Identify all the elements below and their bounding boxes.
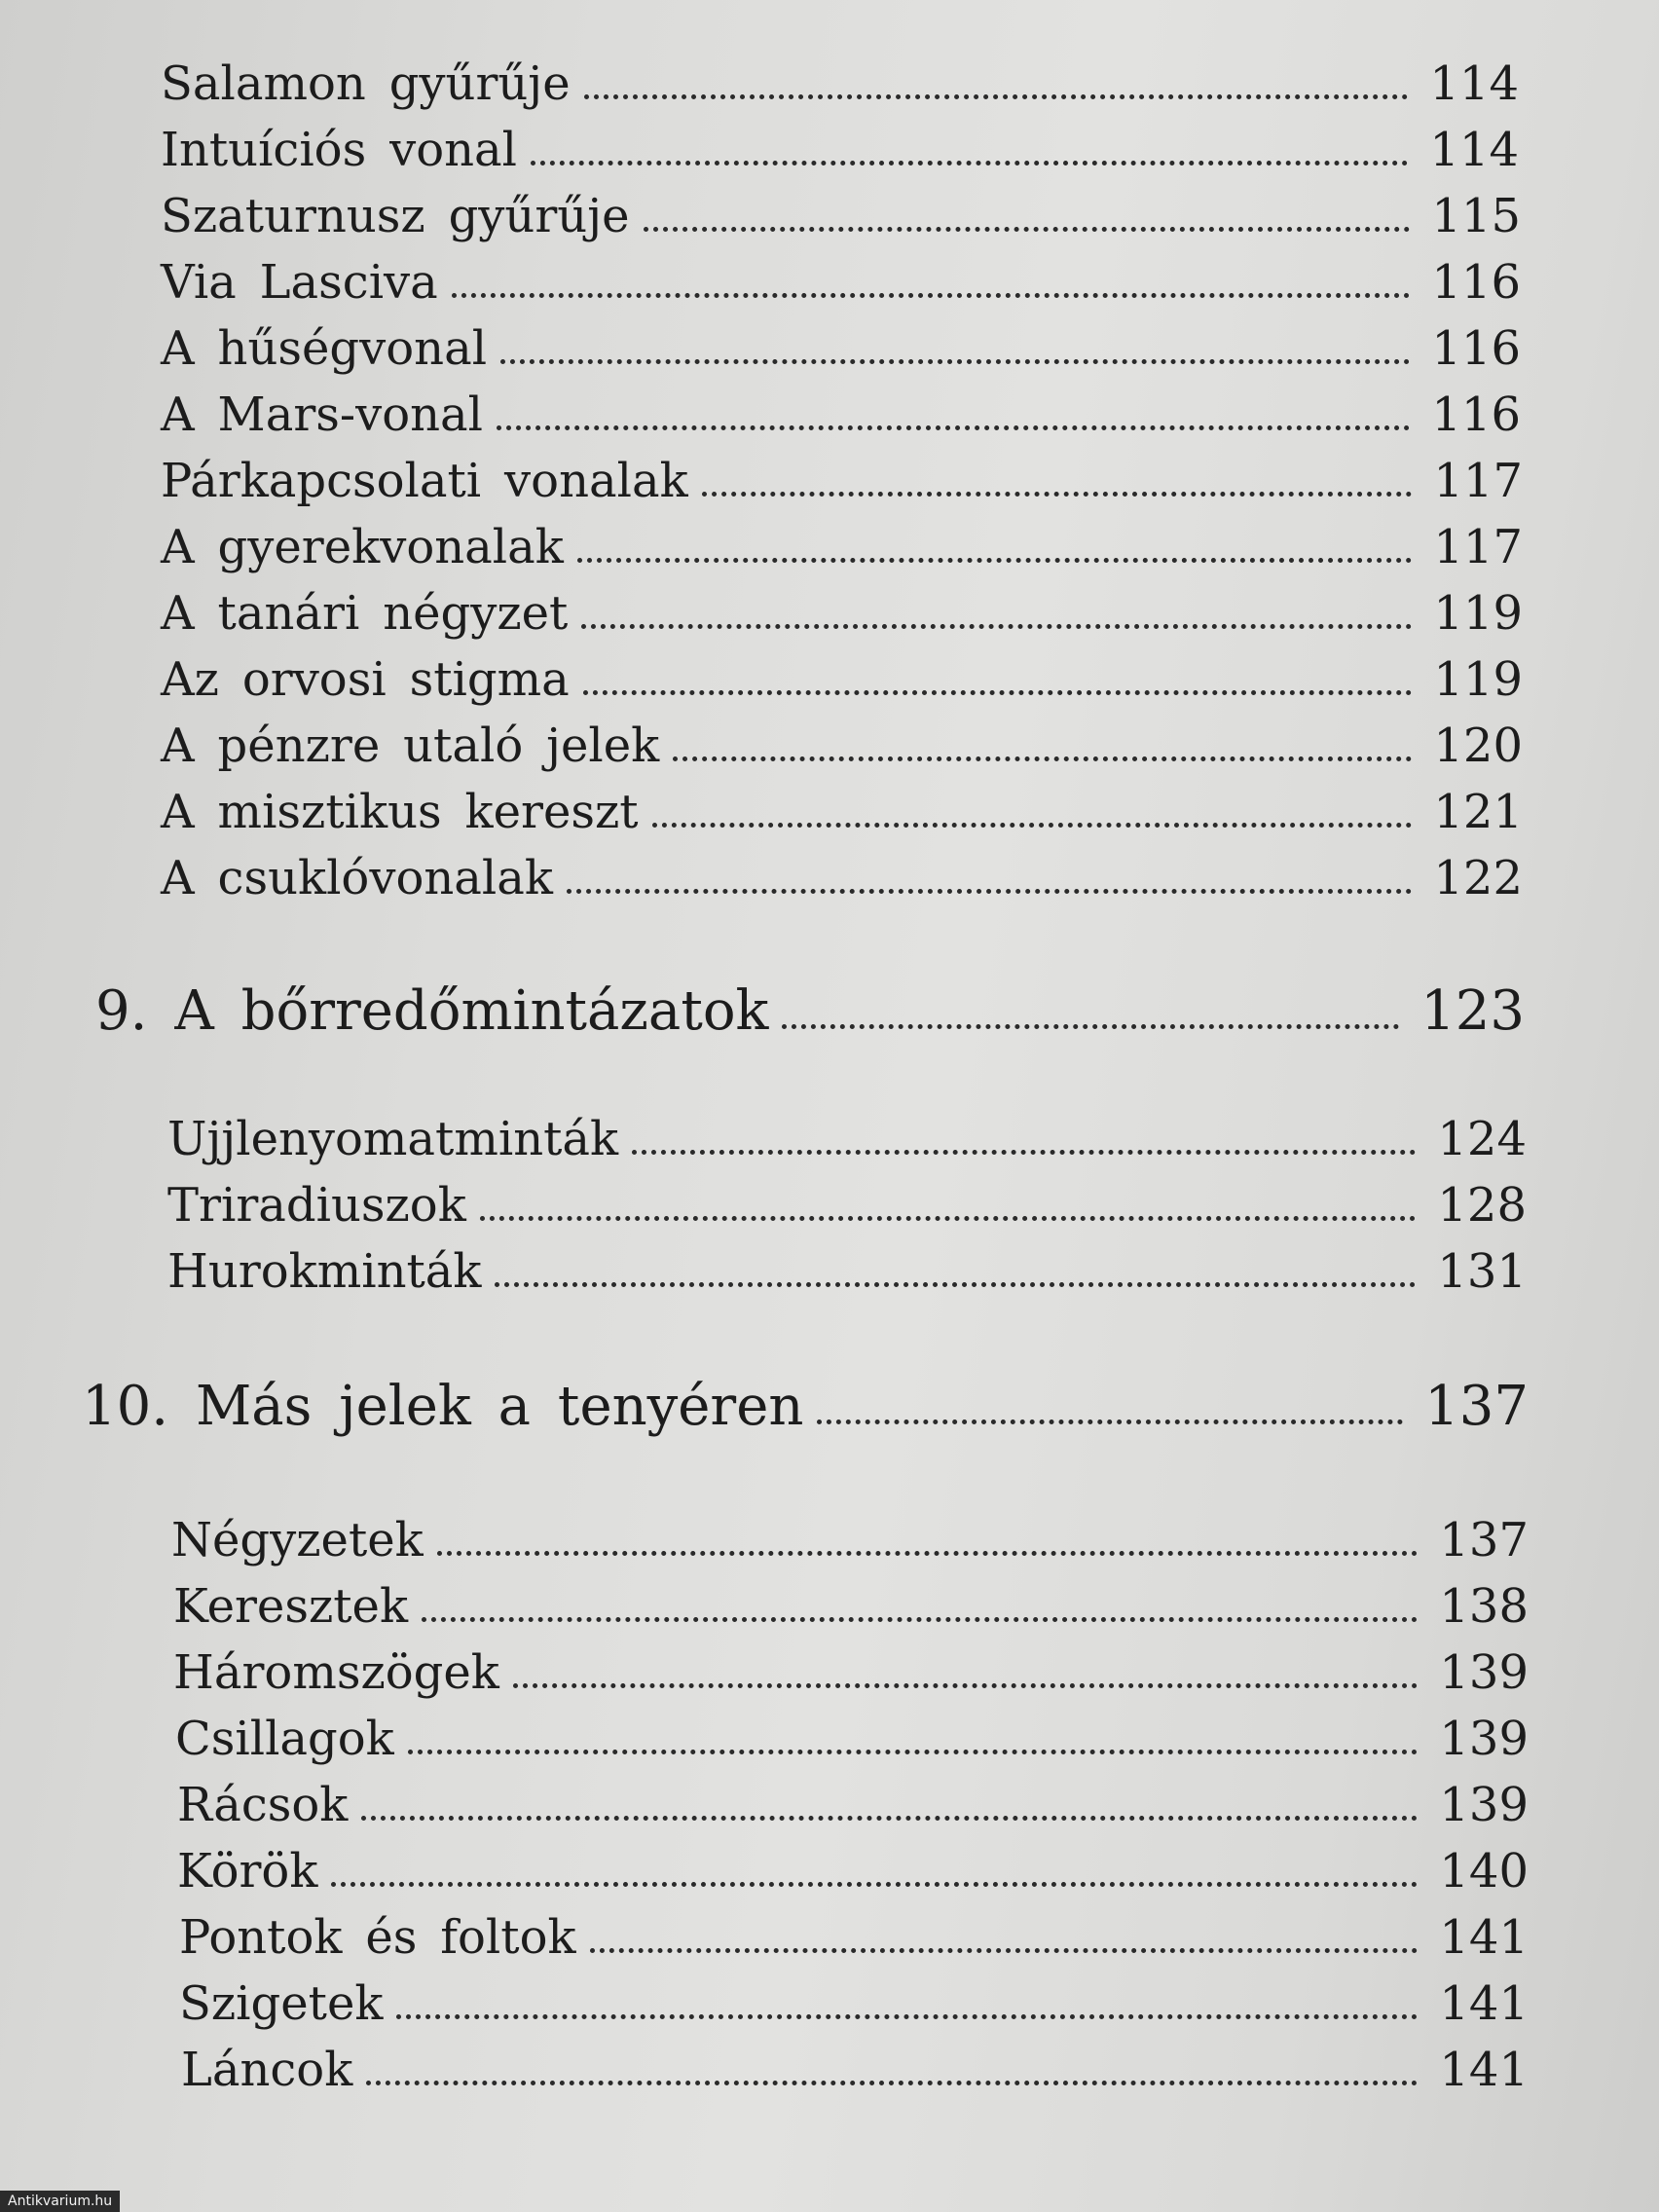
chapter-page: 137 xyxy=(1424,1375,1529,1438)
toc-entry-page: 120 xyxy=(1433,719,1523,773)
toc-entry[interactable] xyxy=(177,1844,1529,1908)
dot-leader xyxy=(644,227,1411,232)
toc-entry-page: 124 xyxy=(1437,1112,1527,1166)
toc-entry-label: A misztikus kereszt xyxy=(161,785,639,839)
dot-leader xyxy=(817,1419,1403,1424)
toc-entry-page: 122 xyxy=(1433,851,1523,905)
toc-entry-page: 121 xyxy=(1433,785,1523,839)
watermark: Antikvarium.hu xyxy=(0,2191,120,2212)
toc-entry-page: 117 xyxy=(1433,454,1523,508)
dot-leader xyxy=(652,823,1413,828)
dot-leader xyxy=(782,1024,1399,1029)
dot-leader xyxy=(500,359,1410,364)
toc-entry-page: 117 xyxy=(1433,520,1523,574)
toc-entry-page: 131 xyxy=(1437,1244,1527,1299)
toc-entry-page: 138 xyxy=(1439,1579,1529,1634)
dot-leader xyxy=(577,558,1413,563)
toc-entry[interactable] xyxy=(171,1513,1529,1577)
toc-entry[interactable] xyxy=(179,1910,1529,1974)
toc-entry-label: A csuklóvonalak xyxy=(161,851,553,905)
dot-leader xyxy=(396,2014,1418,2019)
toc-entry[interactable] xyxy=(161,321,1521,386)
toc-entry-page: 139 xyxy=(1439,1645,1529,1700)
toc-entry[interactable] xyxy=(161,785,1523,849)
dot-leader xyxy=(331,1882,1418,1887)
dot-leader xyxy=(437,1551,1419,1556)
toc-entry-page: 116 xyxy=(1431,387,1521,442)
dot-leader xyxy=(584,94,1409,99)
toc-entry[interactable] xyxy=(161,520,1523,584)
dot-leader xyxy=(361,1816,1418,1821)
toc-entry-page: 128 xyxy=(1437,1178,1527,1233)
toc-entry-page: 119 xyxy=(1433,586,1523,641)
toc-entry[interactable] xyxy=(167,1178,1527,1242)
toc-entry-page: 116 xyxy=(1431,321,1521,376)
dot-leader xyxy=(632,1150,1416,1155)
toc-entry-label: Négyzetek xyxy=(171,1513,424,1567)
toc-entry[interactable] xyxy=(173,1645,1529,1710)
toc-entry-page: 140 xyxy=(1439,1844,1529,1899)
toc-entry[interactable] xyxy=(161,255,1521,319)
dot-leader xyxy=(422,1617,1418,1622)
toc-entry-label: Hurokminták xyxy=(167,1244,482,1299)
toc-entry-label: Keresztek xyxy=(173,1579,409,1634)
toc-entry[interactable] xyxy=(161,123,1519,187)
toc-entry-label: A hűségvonal xyxy=(161,321,488,376)
toc-entry-label: Szaturnusz gyűrűje xyxy=(161,189,630,243)
dot-leader xyxy=(581,624,1412,629)
dot-leader xyxy=(702,492,1413,497)
toc-entry-label: Párkapcsolati vonalak xyxy=(161,454,688,508)
toc-entry[interactable] xyxy=(167,1244,1527,1309)
dot-leader xyxy=(673,756,1412,761)
toc-entry-label: A gyerekvonalak xyxy=(161,520,564,574)
dot-leader xyxy=(366,2081,1418,2085)
dot-leader xyxy=(480,1216,1417,1221)
toc-entry[interactable] xyxy=(161,652,1523,717)
dot-leader xyxy=(408,1750,1419,1754)
toc-entry-page: 141 xyxy=(1439,1976,1529,2031)
toc-entry-label: Csillagok xyxy=(175,1712,394,1766)
toc-entry-page: 139 xyxy=(1439,1712,1529,1766)
toc-entry[interactable] xyxy=(161,719,1523,783)
dot-leader xyxy=(567,889,1412,894)
toc-entry-page: 114 xyxy=(1429,56,1519,111)
toc-entry-page: 141 xyxy=(1439,2043,1529,2097)
toc-entry-page: 141 xyxy=(1439,1910,1529,1965)
chapter-number: 10. xyxy=(82,1375,169,1438)
toc-entry-label: Láncok xyxy=(181,2043,353,2097)
toc-entry-page: 115 xyxy=(1431,189,1521,243)
dot-leader xyxy=(531,161,1408,166)
toc-entry-label: Szigetek xyxy=(179,1976,384,2031)
toc-entry[interactable] xyxy=(161,586,1523,650)
toc-entry-label: A pénzre utaló jelek xyxy=(161,719,660,773)
toc-entry-label: Ujjlenyomatminták xyxy=(167,1112,619,1166)
toc-entry-label: Salamon gyűrűje xyxy=(161,56,571,111)
toc-entry-label: Háromszögek xyxy=(173,1645,499,1700)
chapter-heading[interactable] xyxy=(95,979,1525,1044)
toc-entry[interactable] xyxy=(179,1976,1529,2041)
toc-entry[interactable] xyxy=(175,1712,1529,1776)
toc-entry-page: 116 xyxy=(1431,255,1521,310)
toc-entry-label: Triradiuszok xyxy=(167,1178,466,1233)
toc-entry-label: Intuíciós vonal xyxy=(161,123,517,177)
toc-entry[interactable] xyxy=(161,851,1523,915)
chapter-page: 123 xyxy=(1420,979,1525,1043)
toc-entry-label: Pontok és foltok xyxy=(179,1910,576,1965)
chapter-title: Más jelek a tenyéren xyxy=(195,1375,804,1438)
dot-leader xyxy=(497,425,1410,430)
dot-leader xyxy=(495,1282,1416,1287)
toc-entry-label: Rácsok xyxy=(177,1778,349,1832)
toc-entry-page: 119 xyxy=(1433,652,1523,707)
toc-entry-label: Via Lasciva xyxy=(161,255,438,310)
toc-entry-label: Az orvosi stigma xyxy=(161,652,570,707)
toc-entry-page: 137 xyxy=(1439,1513,1529,1567)
toc-entry-label: A tanári négyzet xyxy=(161,586,569,641)
chapter-heading[interactable] xyxy=(82,1375,1529,1439)
dot-leader xyxy=(513,1683,1419,1688)
toc-entry[interactable] xyxy=(181,2043,1529,2107)
chapter-title: A bőrredőmintázatok xyxy=(174,979,769,1043)
dot-leader xyxy=(452,293,1411,298)
toc-entry-page: 114 xyxy=(1429,123,1519,177)
toc-entry[interactable] xyxy=(161,387,1521,452)
chapter-number: 9. xyxy=(95,979,148,1043)
toc-entry[interactable] xyxy=(161,56,1519,121)
toc-entry-label: A Mars-vonal xyxy=(161,387,484,442)
dot-leader xyxy=(583,690,1413,695)
toc-entry[interactable] xyxy=(173,1579,1529,1643)
toc-entry[interactable] xyxy=(161,454,1523,518)
dot-leader xyxy=(590,1948,1419,1953)
toc-entry[interactable] xyxy=(177,1778,1529,1842)
toc-entry[interactable] xyxy=(161,189,1521,253)
toc-entry[interactable] xyxy=(167,1112,1527,1176)
toc-entry-label: Körök xyxy=(177,1844,318,1899)
toc-entry-page: 139 xyxy=(1439,1778,1529,1832)
